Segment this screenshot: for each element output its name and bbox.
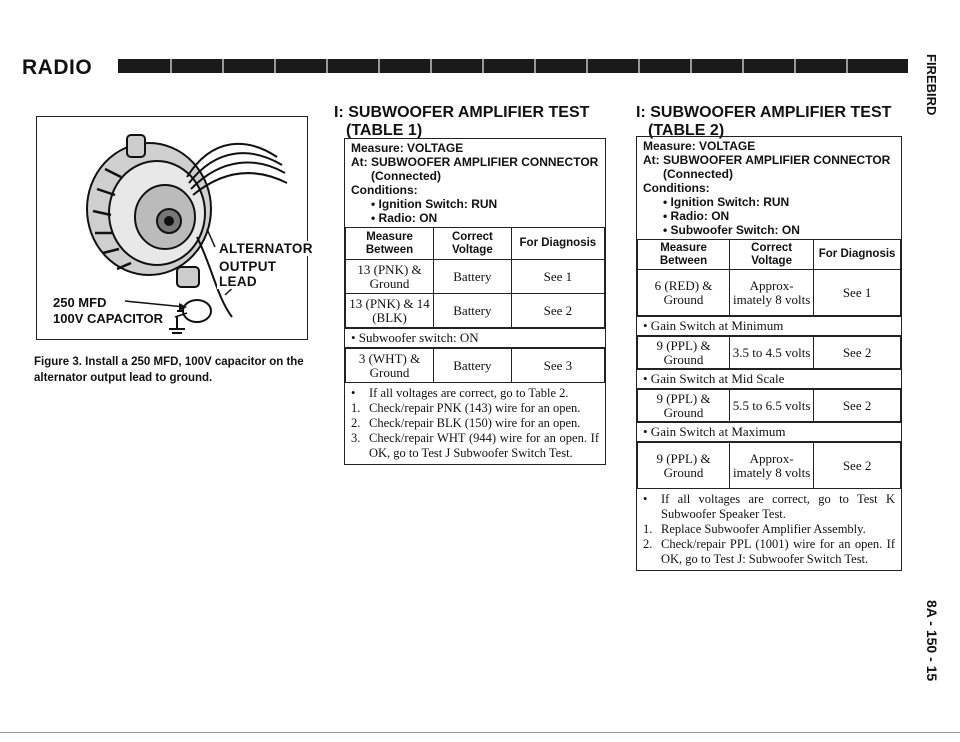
table-row: 13 (PNK) & 14 (BLK) Battery See 2 bbox=[346, 294, 605, 328]
table-row: 9 (PPL) & Ground Approx-imately 8 volts See 2 bbox=[638, 443, 901, 489]
table2-grid: Measure Between Correct Voltage For Diagnosis 6 (RED) & Ground Approx-imately 8 volts See 1 bbox=[637, 239, 901, 316]
table-row: 3 (WHT) & Ground Battery See 3 bbox=[346, 349, 605, 383]
table2-gain-min: • Gain Switch at Minimum bbox=[637, 316, 901, 336]
table1-notes: • If all voltages are correct, go to Table 2. 1. Check/repair PNK (143) wire for an open. 2. Check/repair BLK (150) wire for an open. 3. Check/repair WHT (944) wire for an open. If OK, go to Test J Subwoofer Switch Test. bbox=[351, 386, 599, 460]
table-row: 9 (PPL) & Ground 3.5 to 4.5 volts See 2 bbox=[638, 337, 901, 369]
table2-gain-mid: • Gain Switch at Mid Scale bbox=[637, 369, 901, 389]
table2-notes: • If all voltages are correct, go to Test K Subwoofer Speaker Test. 1. Replace Subwoofer Amplifier Assembly. 2. Check/repair PPL (1001) wire for an open. If OK, go to Test J: Subwoofer Switch Test. bbox=[643, 492, 895, 566]
model-label: FIREBIRD bbox=[924, 54, 939, 116]
figure-box bbox=[36, 116, 313, 340]
table-row: 13 (PNK) & Ground Battery See 1 bbox=[346, 260, 605, 294]
table1 bbox=[344, 138, 606, 465]
label-capacitor: 100V CAPACITOR bbox=[53, 311, 164, 326]
label-alternator: ALTERNATOR bbox=[219, 241, 313, 256]
table2 bbox=[636, 136, 902, 571]
table-row: 6 (RED) & Ground Approx-imately 8 volts See 1 bbox=[638, 270, 901, 316]
footer-line bbox=[0, 732, 960, 733]
label-output-lead: OUTPUT LEAD bbox=[217, 259, 307, 289]
table2-gain-max: • Gain Switch at Maximum bbox=[637, 422, 901, 442]
section-title: RADIO bbox=[22, 56, 93, 79]
header-bar bbox=[118, 59, 908, 73]
label-250mfd: 250 MFD bbox=[53, 295, 107, 310]
table1-grid: Measure Between Correct Voltage For Diagnosis 13 (PNK) & Ground Battery See 1 13 (PNK) & 14 (BLK) Battery See 2 bbox=[345, 227, 605, 328]
table-row: 9 (PPL) & Ground 5.5 to 6.5 volts See 2 bbox=[638, 390, 901, 422]
table1-grid-2 bbox=[345, 348, 605, 383]
page-number: 8A - 150 - 15 bbox=[924, 600, 940, 682]
table1-title: I: SUBWOOFER AMPLIFIER TEST (TABLE 1) bbox=[334, 104, 590, 139]
table2-title: I: SUBWOOFER AMPLIFIER TEST (TABLE 2) bbox=[636, 104, 892, 139]
table2-conditions: Measure: VOLTAGE At: SUBWOOFER AMPLIFIER CONNECTOR (Connected) Conditions: • Ignition Switch: RUN • Radio: ON • Subwoofer Switch: ON bbox=[643, 139, 891, 237]
figure-caption: Figure 3. Install a 250 MFD, 100V capacitor on the alternator output lead to ground. bbox=[34, 356, 304, 384]
table1-conditions: Measure: VOLTAGE At: SUBWOOFER AMPLIFIER CONNECTOR (Connected) Conditions: • Ignition Switch: RUN • Radio: ON bbox=[351, 141, 599, 225]
table1-group-label: • Subwoofer switch: ON bbox=[345, 328, 605, 348]
